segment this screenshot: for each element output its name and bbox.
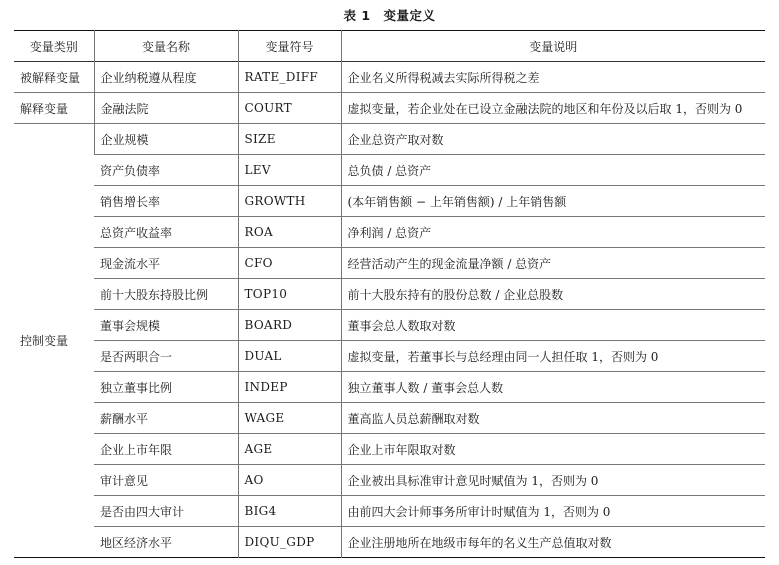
variable-symbol-cell: CFO (238, 248, 341, 279)
variable-description-cell: 经营活动产生的现金流量净额 / 总资产 (341, 248, 765, 279)
table-row (14, 403, 765, 434)
variable-name-cell: 前十大股东持股比例 (100, 287, 209, 302)
variable-symbol-cell: GROWTH (238, 186, 341, 217)
table-title: 表 1 变量定义 (343, 8, 436, 23)
variable-description-cell: 董事会总人数取对数 (341, 310, 765, 341)
variable-description-cell: (本年销售额 − 上年销售额) / 上年销售额 (341, 186, 765, 217)
variable-name-cell: 资产负债率 (100, 163, 161, 178)
table-row (14, 124, 765, 155)
variable-description-cell: 独立董事人数 / 董事会总人数 (341, 372, 765, 403)
variable-symbol-cell: DIQU_GDP (238, 527, 341, 558)
table-row (14, 496, 765, 527)
variable-symbol-cell: ROA (238, 217, 341, 248)
variable-description-cell: 董高监人员总薪酬取对数 (341, 403, 765, 434)
variable-description-cell: 总负债 / 总资产 (341, 155, 765, 186)
variable-description-cell: 企业上市年限取对数 (341, 434, 765, 465)
table-row (14, 341, 765, 372)
table-row (14, 93, 765, 124)
variable-name-cell: 企业上市年限 (100, 442, 173, 457)
variable-description-cell: 净利润 / 总资产 (341, 217, 765, 248)
variable-name-cell: 销售增长率 (100, 194, 161, 209)
variable-description-cell: 企业名义所得税减去实际所得税之差 (341, 62, 765, 93)
variable-description-cell: 企业注册地所在地级市每年的名义生产总值取对数 (341, 527, 765, 558)
category-cell: 控制变量 (20, 334, 69, 348)
table-row (14, 217, 765, 248)
variable-name-cell: 总资产收益率 (100, 225, 173, 240)
table-row (14, 372, 765, 403)
variable-name-cell: 金融法院 (94, 93, 238, 124)
variable-symbol-cell: WAGE (238, 403, 341, 434)
variable-description-cell: 企业被出具标准审计意见时赋值为 1，否则为 0 (341, 465, 765, 496)
variable-name-cell: 地区经济水平 (100, 535, 173, 550)
variable-symbol-cell: COURT (238, 93, 341, 124)
variable-symbol-cell: TOP10 (238, 279, 341, 310)
header-category: 变量类别 (29, 39, 78, 54)
table-row (14, 434, 765, 465)
variable-name-cell: 是否两职合一 (100, 349, 173, 364)
header-symbol: 变量符号 (238, 31, 341, 62)
variable-description-cell: 虚拟变量，若董事长与总经理由同一人担任取 1，否则为 0 (341, 341, 765, 372)
table-row (14, 310, 765, 341)
variable-name-cell: 企业纳税遵从程度 (94, 62, 238, 93)
table-row (14, 155, 765, 186)
variable-name-cell: 现金流水平 (100, 256, 161, 271)
variable-symbol-cell: DUAL (238, 341, 341, 372)
variable-symbol-cell: AO (238, 465, 341, 496)
variable-description-cell: 企业总资产取对数 (341, 124, 765, 155)
variable-definition-table (14, 30, 765, 558)
table-row (14, 248, 765, 279)
table-row (14, 62, 765, 93)
header-description: 变量说明 (341, 31, 765, 62)
table-row (14, 527, 765, 558)
variable-symbol-cell: LEV (238, 155, 341, 186)
header-name: 变量名称 (94, 31, 238, 62)
variable-symbol-cell: RATE_DIFF (238, 62, 341, 93)
category-cell: 解释变量 (20, 101, 69, 116)
variable-name-cell: 企业规模 (94, 124, 238, 155)
variable-symbol-cell: INDEP (238, 372, 341, 403)
category-cell: 被解释变量 (20, 70, 81, 85)
variable-name-cell: 是否由四大审计 (100, 504, 185, 519)
variable-name-cell: 薪酬水平 (100, 411, 149, 426)
variable-name-cell: 董事会规模 (100, 318, 161, 333)
table-header-row (14, 31, 765, 62)
variable-symbol-cell: BOARD (238, 310, 341, 341)
variable-symbol-cell: SIZE (238, 124, 341, 155)
variable-symbol-cell: AGE (238, 434, 341, 465)
variable-name-cell: 审计意见 (100, 473, 149, 488)
variable-description-cell: 由前四大会计师事务所审计时赋值为 1，否则为 0 (341, 496, 765, 527)
variable-description-cell: 虚拟变量，若企业处在已设立金融法院的地区和年份及以后取 1，否则为 0 (341, 93, 765, 124)
variable-description-cell: 前十大股东持有的股份总数 / 企业总股数 (341, 279, 765, 310)
table-row (14, 186, 765, 217)
variable-name-cell: 独立董事比例 (100, 380, 173, 395)
table-row (14, 279, 765, 310)
table-row (14, 465, 765, 496)
variable-symbol-cell: BIG4 (238, 496, 341, 527)
